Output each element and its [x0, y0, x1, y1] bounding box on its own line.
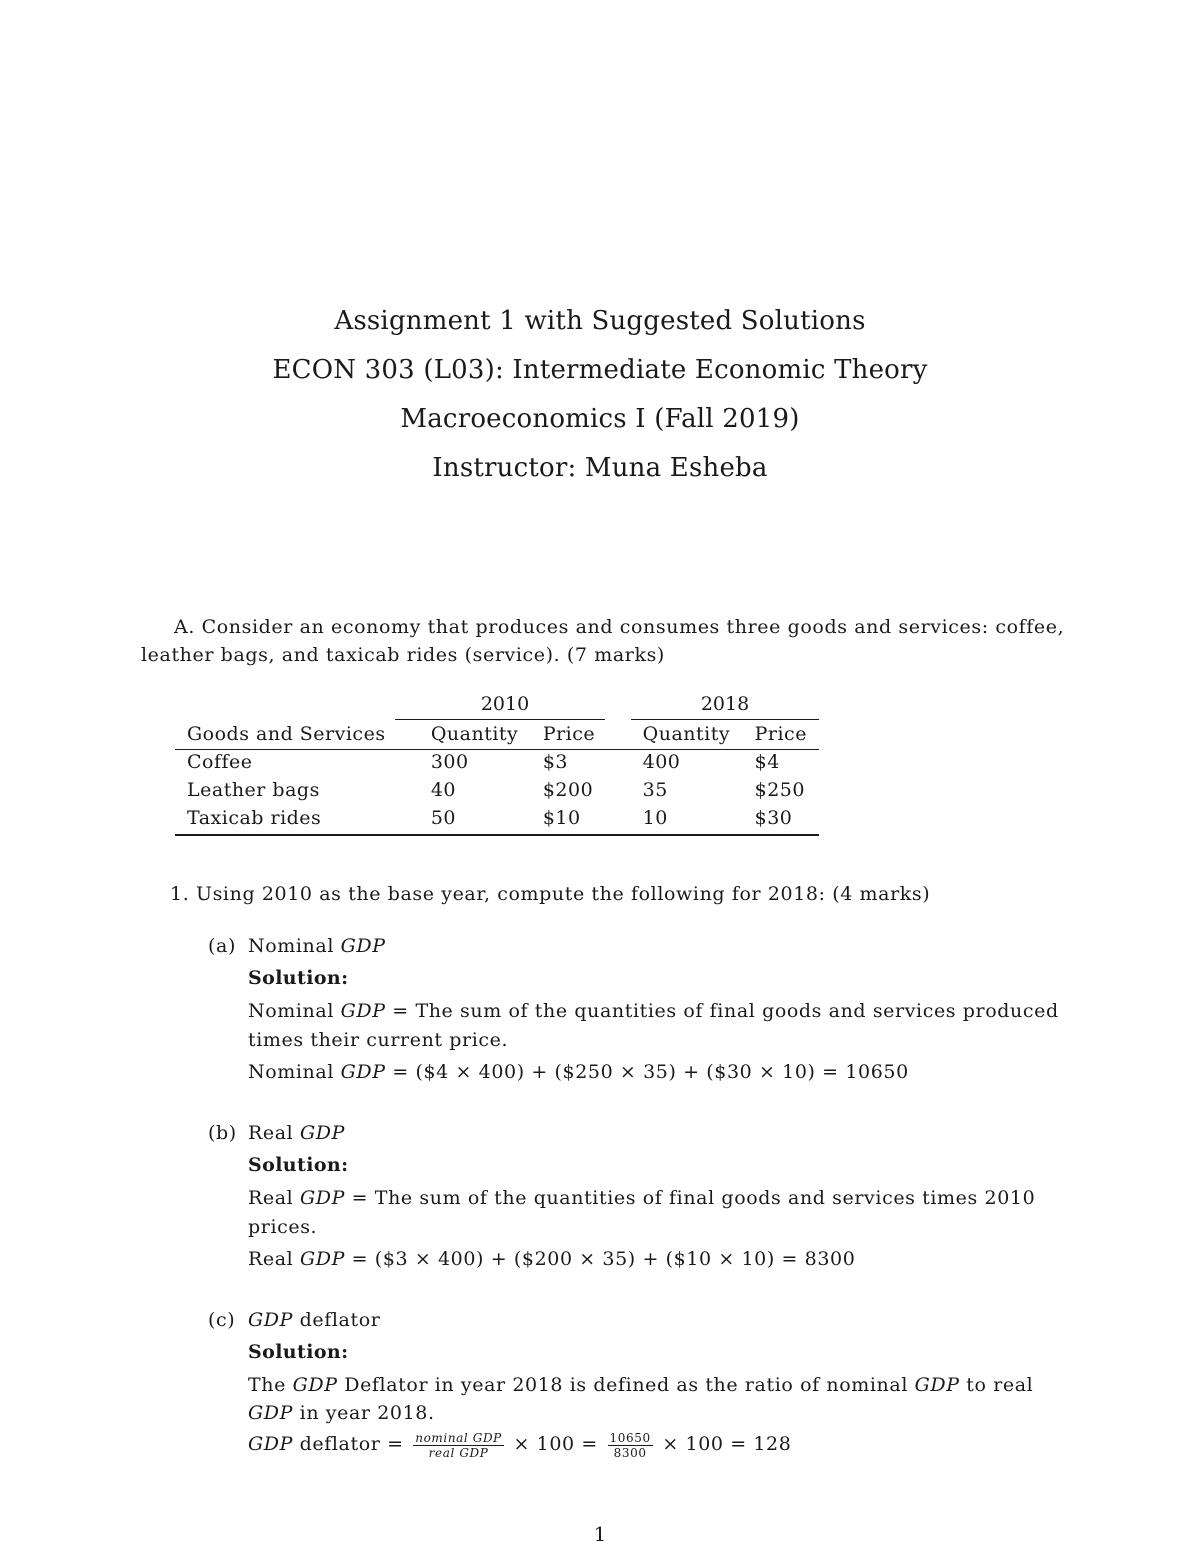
part-b-definition-line2: prices.: [248, 1216, 318, 1238]
part-b-def-text: = The sum of the quantities of final goods and services times 2010: [351, 1187, 1036, 1209]
part-c-def-the: The: [248, 1374, 286, 1396]
table-row: [175, 776, 819, 804]
gdp-symbol: GDP: [300, 1187, 345, 1209]
table-year-2010: 2010: [480, 693, 530, 715]
part-c-label: (c): [208, 1309, 236, 1331]
part-b-title: [248, 1119, 1068, 1147]
part-c-def-line2-text: in year 2018.: [299, 1402, 435, 1424]
fraction-denominator: real GDP: [428, 1445, 489, 1460]
section-a-text: Consider an economy that produces and consumes three goods and services: coffee,: [201, 616, 1065, 638]
table-header-cell: Quantity: [642, 723, 731, 745]
part-c-title: [248, 1306, 1068, 1334]
gdp-symbol: GDP: [248, 1402, 293, 1424]
table-cell: $4: [754, 751, 780, 773]
goods-table: [175, 720, 819, 832]
part-c-solution-label: Solution:: [248, 1341, 349, 1363]
part-c-times-100: × 100 =: [513, 1433, 598, 1455]
gdp-symbol: GDP: [248, 1309, 293, 1331]
table-cell: Taxicab rides: [187, 807, 322, 829]
part-a-label: (a): [208, 935, 236, 957]
table-cell: Coffee: [187, 751, 253, 773]
table-cell: $30: [754, 807, 793, 829]
part-c-calc-label: deflator =: [299, 1433, 404, 1455]
gdp-symbol: GDP: [248, 1433, 293, 1455]
table-header-cell: Goods and Services: [187, 723, 386, 745]
fraction-numerator: nominal GDP: [415, 1430, 502, 1445]
part-b-solution-label: Solution:: [248, 1154, 349, 1176]
table-row: [175, 748, 819, 776]
table-header-cell: Price: [542, 723, 596, 745]
gdp-symbol: GDP: [340, 1000, 386, 1022]
table-cell: 10: [642, 807, 668, 829]
table-cell: Leather bags: [187, 779, 320, 801]
table-cell: $250: [754, 779, 805, 801]
nominal-over-real-fraction: [413, 1431, 504, 1460]
table-cell: $200: [542, 779, 594, 801]
table-header-rule: [175, 749, 819, 750]
part-a-title: [248, 932, 1068, 960]
part-a-calc-prefix: Nominal: [248, 1061, 334, 1083]
document-title: Assignment 1 with Suggested Solutions: [334, 306, 866, 336]
part-a-def-text: = The sum of the quantities of final goods and services produced: [392, 1000, 1059, 1022]
part-c-def-mid: Deflator in year 2018 is defined as the ratio of nominal: [344, 1374, 908, 1396]
question-1-number: 1.: [170, 883, 190, 905]
page-number: 1: [593, 1522, 607, 1546]
part-a-calculation: [248, 1058, 1068, 1086]
part-c-calculation: [248, 1430, 1068, 1460]
table-cell: 50: [430, 807, 457, 829]
part-a-definition-line1: [248, 997, 1068, 1025]
table-year-2018: 2018: [700, 693, 750, 715]
table-cell: 300: [430, 751, 469, 773]
part-a-calc-text: = ($4 × 400) + ($250 × 35) + ($30 × 10) = 10650: [392, 1061, 909, 1083]
course-title: ECON 303 (L03): Intermediate Economic Theory: [272, 355, 928, 385]
section-a-line2: leather bags, and taxicab rides (service). (7 marks): [141, 644, 665, 666]
part-a-def-prefix: Nominal: [248, 1000, 334, 1022]
gdp-symbol: GDP: [340, 935, 386, 957]
table-header-cell: Quantity: [430, 723, 519, 745]
part-a-title-text: Nominal: [248, 935, 334, 957]
value-fraction: [608, 1431, 653, 1460]
part-c-definition-line1: [248, 1371, 1078, 1399]
gdp-symbol: GDP: [292, 1374, 338, 1396]
table-header-row: [175, 720, 819, 748]
section-a-line1: [174, 613, 1074, 641]
question-1-text: Using 2010 as the base year, compute the following for 2018: (4 marks): [195, 883, 931, 905]
section-a-label: A.: [174, 616, 195, 638]
part-b-label: (b): [208, 1122, 237, 1144]
instructor-line: Instructor: Muna Esheba: [432, 453, 768, 483]
table-cell: $3: [542, 751, 568, 773]
gdp-symbol: GDP: [300, 1122, 345, 1144]
part-b-def-prefix: Real: [248, 1187, 294, 1209]
table-cell: 35: [642, 779, 668, 801]
question-1: [170, 880, 1070, 908]
part-a-definition-line2: times their current price.: [248, 1029, 509, 1051]
part-b-calc-text: = ($3 × 400) + ($200 × 35) + ($10 × 10) = 8300: [351, 1248, 856, 1270]
fraction-numerator: 10650: [609, 1430, 651, 1445]
part-b-definition-line1: [248, 1184, 1068, 1212]
gdp-symbol: GDP: [914, 1374, 960, 1396]
gdp-symbol: GDP: [340, 1061, 386, 1083]
part-a-solution-label: Solution:: [248, 967, 349, 989]
part-c-definition-line2: [248, 1399, 1068, 1427]
part-c-title-text: deflator: [299, 1309, 381, 1331]
table-cell: 400: [642, 751, 681, 773]
part-b-title-text: Real: [248, 1122, 294, 1144]
course-term: Macroeconomics I (Fall 2019): [400, 404, 800, 434]
table-bottom-rule: [175, 834, 819, 836]
part-c-def-end: to real: [966, 1374, 1034, 1396]
part-b-calc-prefix: Real: [248, 1248, 294, 1270]
table-row: [175, 804, 819, 832]
gdp-symbol: GDP: [300, 1248, 345, 1270]
part-c-calc-result: × 100 = 128: [662, 1433, 792, 1455]
table-cell: $10: [542, 807, 581, 829]
fraction-denominator: 8300: [613, 1445, 647, 1460]
table-header-cell: Price: [754, 723, 807, 745]
part-b-calculation: [248, 1245, 1068, 1273]
table-cell: 40: [430, 779, 457, 801]
